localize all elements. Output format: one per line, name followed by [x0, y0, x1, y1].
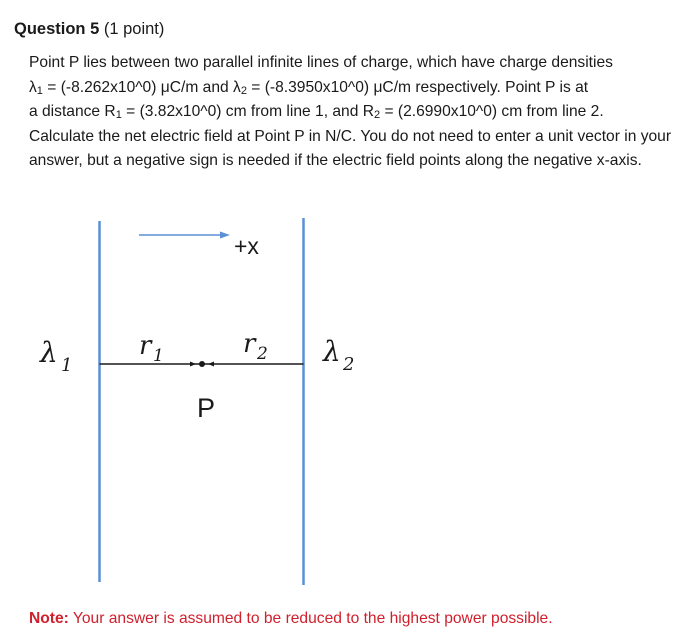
body-r1-value: = (3.82x10^0) cm from line 1, and R [121, 103, 374, 121]
r1-label: r [139, 331, 152, 361]
subscript-1: 1 [36, 84, 43, 97]
subscript-2: 2 [240, 84, 247, 97]
lambda-symbol: λ [29, 78, 37, 96]
point-p-label: P [197, 393, 216, 423]
question-title: Question 5 [14, 20, 100, 38]
r1-subscript: 1 [153, 346, 164, 366]
subscript-2: 2 [373, 109, 381, 122]
lambda1-label: λ [40, 336, 58, 369]
point-p-dot [199, 361, 205, 367]
subscript-1: 1 [115, 109, 122, 122]
note-label: Note: [29, 610, 69, 627]
lambda2-label: λ [323, 335, 341, 368]
lambda2-subscript: 2 [343, 354, 355, 375]
question-points: (1 point) [103, 20, 165, 38]
body-line-1: Point P lies between two parallel infinite lines of charge, which have charge densities [29, 54, 613, 71]
body-lambda1-value: = (-8.262x10^0) μC/m and [42, 78, 234, 96]
body-instructions: Calculate the net electric field at Point P in N/C. You do not need to enter a unit vector in your answer, but a negative sign is needed if the electric field points along the negative x-axis. [29, 127, 672, 170]
point-arrow-right-icon [208, 362, 214, 367]
note [29, 608, 553, 630]
r2-subscript: 2 [257, 344, 268, 364]
body-lambda2-value: = (-8.3950x10^0) μC/m respectively. Point P is at [246, 78, 589, 96]
x-axis-label: +x [234, 233, 259, 259]
lambda1-subscript: 1 [61, 355, 73, 376]
x-axis-arrowhead-icon [220, 232, 230, 239]
body-distance-intro: a distance R [29, 103, 116, 121]
note-text: Your answer is assumed to be reduced to the highest power possible. [68, 610, 553, 627]
point-arrow-left-icon [190, 362, 196, 367]
r2-label: r [243, 329, 256, 359]
body-r2-value: = (2.6990x10^0) cm from line 2. [380, 103, 604, 121]
lambda-symbol: λ [233, 78, 241, 96]
